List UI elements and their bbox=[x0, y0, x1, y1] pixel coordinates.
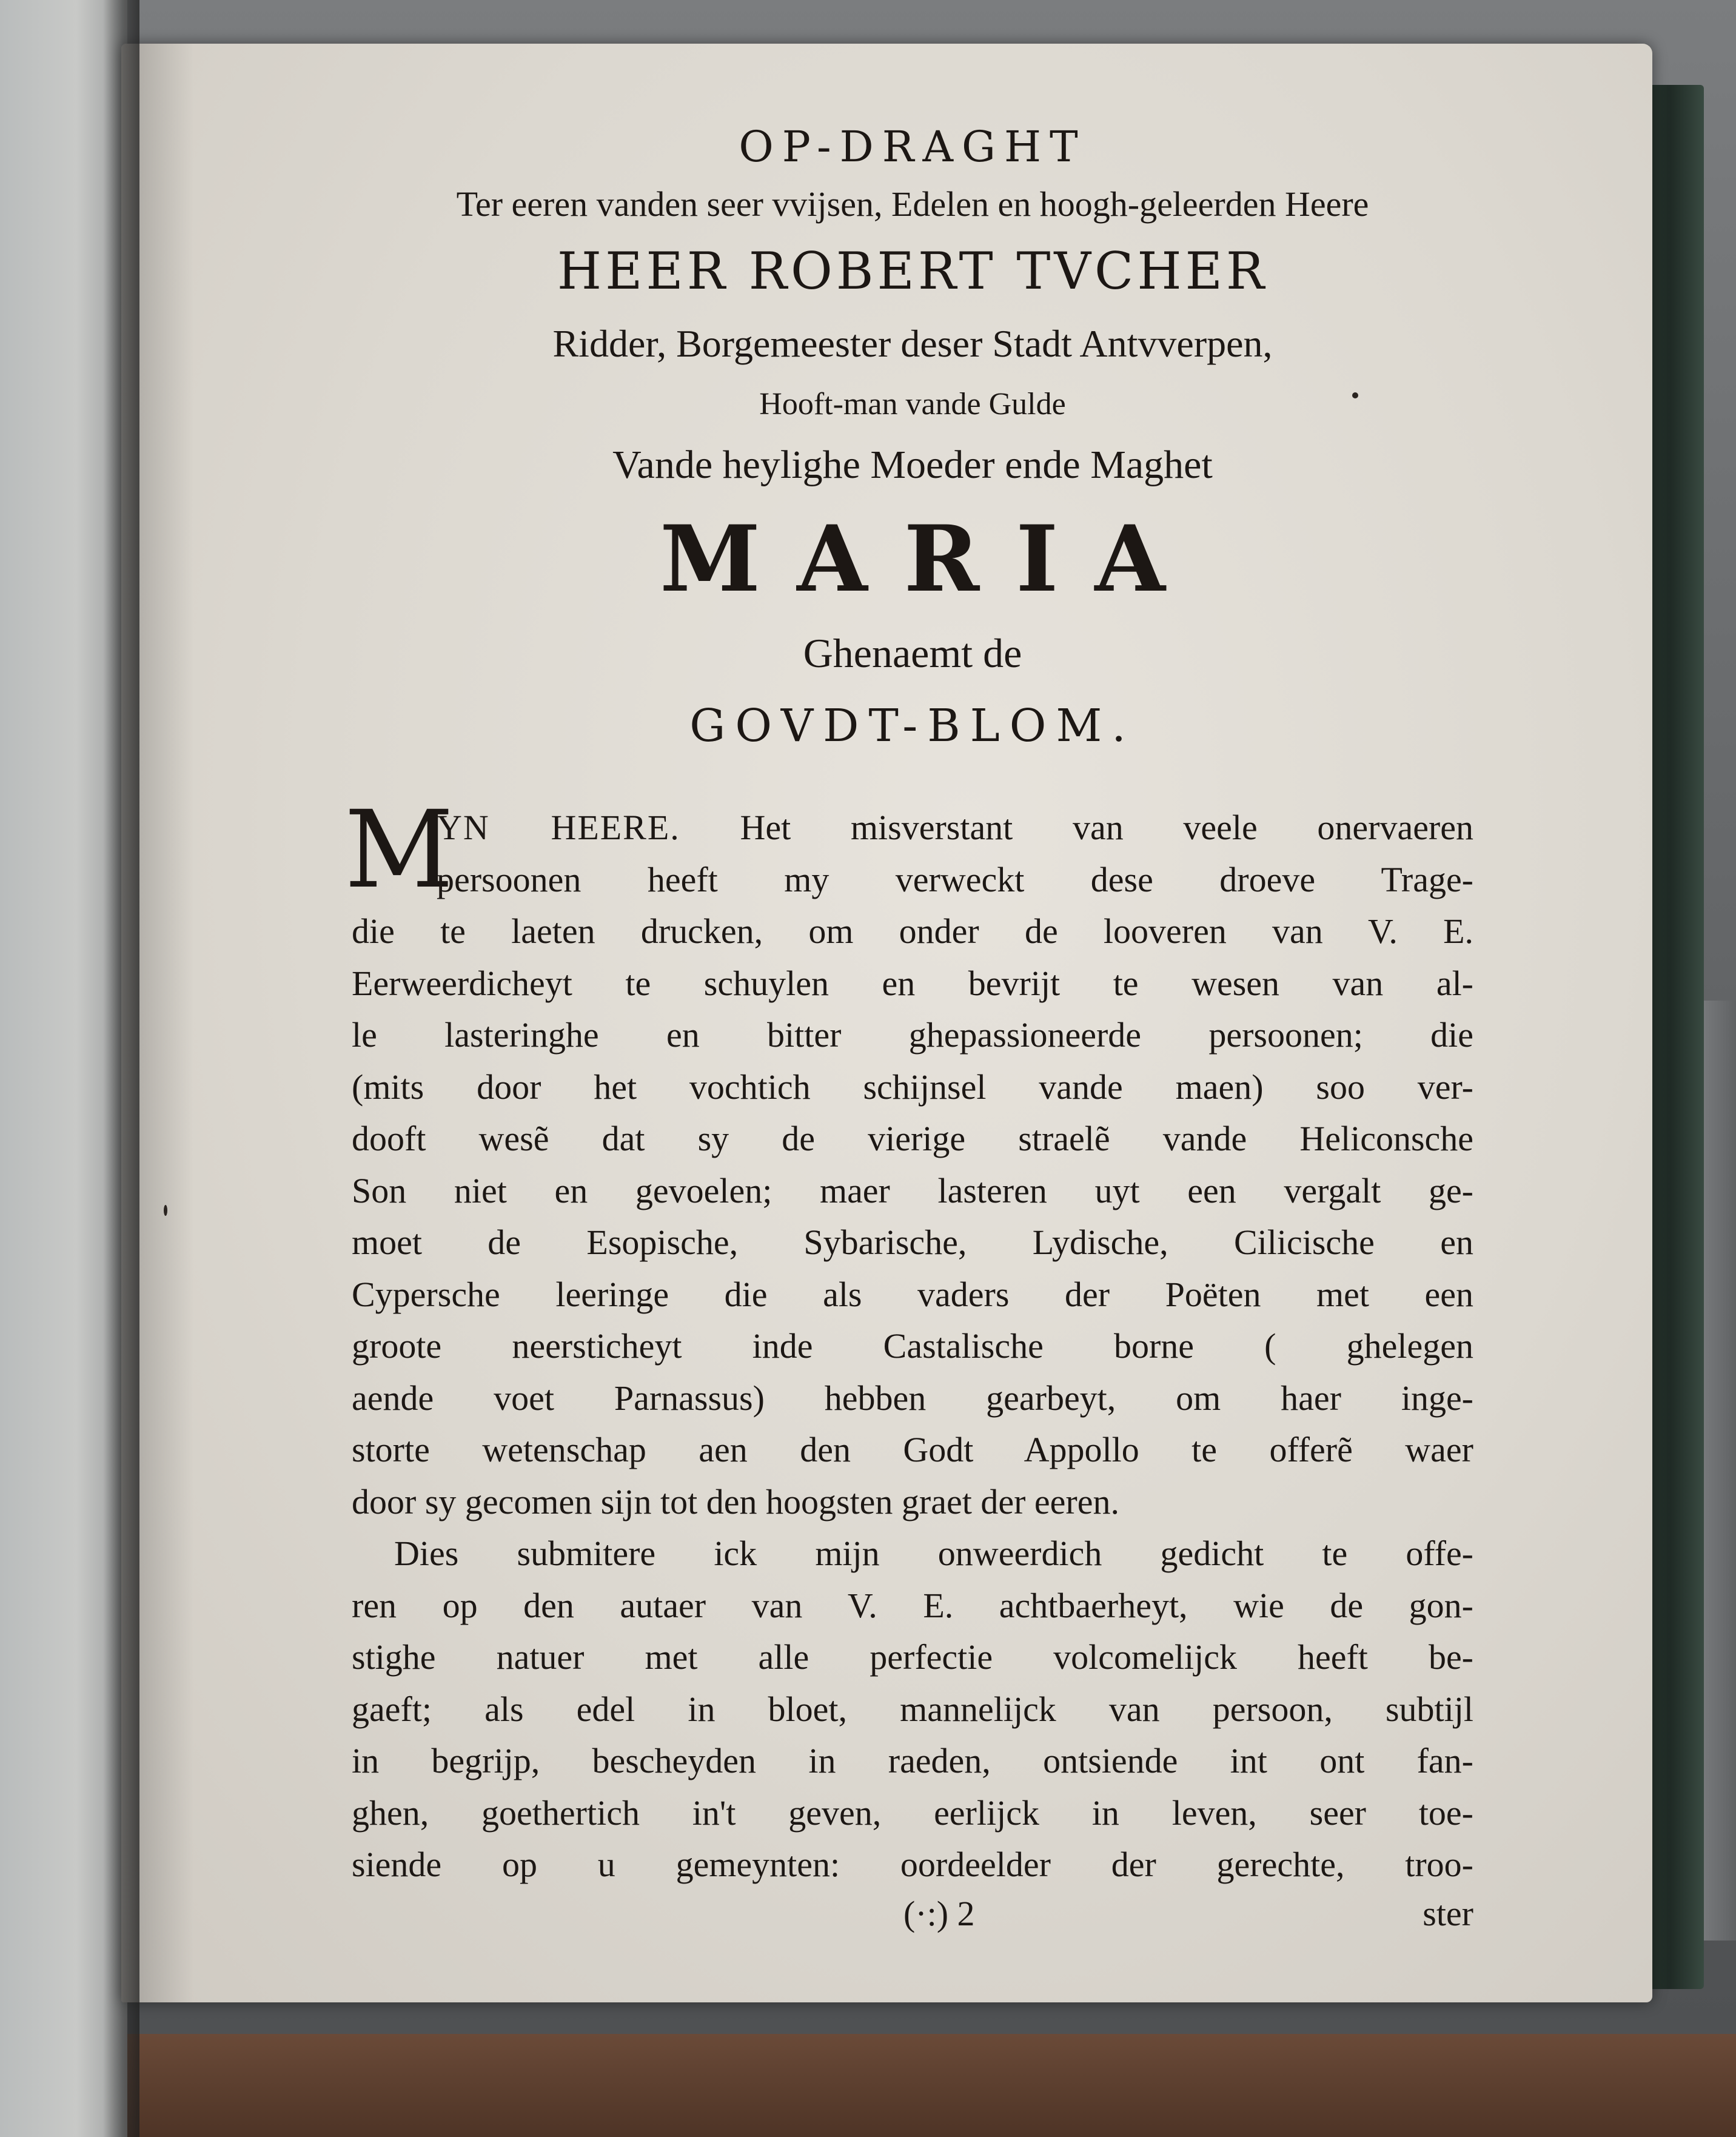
signature-mark: (·:) 2 bbox=[903, 1893, 975, 1933]
body-line-text: Het misverstant van veele onervaeren bbox=[740, 808, 1473, 847]
body-line: groote neersticheyt inde Castalische borne ( ghelegen bbox=[352, 1326, 1473, 1366]
body-line: ren op den autaer van V. E. achtbaerheyt, wie de gon- bbox=[352, 1585, 1473, 1625]
body-line: persoonen heeft my verweckt dese droeve Trage- bbox=[437, 859, 1473, 899]
body-line: stighe natuer met alle perfectie volcomelijck heeft be- bbox=[352, 1637, 1473, 1677]
body-line: ghen, goethertich in't geven, eerlijck in leven, seer toe- bbox=[352, 1793, 1473, 1833]
body-line: Cypersche leeringe die als vaders der Poëten met een bbox=[352, 1274, 1473, 1314]
dedicatee-office: Ridder, Borgemeester deser Stadt Antvverpen, bbox=[552, 322, 1273, 365]
salutation: YN HEERE. bbox=[437, 808, 680, 847]
named-line: Ghenaemt de bbox=[803, 630, 1022, 676]
body-line: Dies submitere ick mijn onweerdich gedicht te offe- bbox=[394, 1534, 1473, 1573]
body-line: dooft wesẽ dat sy de vierige straelẽ vande Heliconsche bbox=[352, 1119, 1473, 1158]
body-line: Son niet en gevoelen; maer lasteren uyt een vergalt ge- bbox=[352, 1170, 1473, 1210]
body-line: Eerweerdicheyt te schuylen en bevrijt te wesen van al- bbox=[352, 963, 1473, 1003]
dedicatee-name: HEER ROBERT TVCHER bbox=[557, 241, 1268, 301]
dedication-body bbox=[344, 788, 1473, 1891]
body-line: moet de Esopische, Sybarische, Lydische, Cilicische en bbox=[352, 1223, 1473, 1262]
dedication-title: OP-DRAGHT bbox=[739, 122, 1087, 172]
body-line: aende voet Parnassus) hebben gearbeyt, om haer inge- bbox=[352, 1378, 1473, 1418]
guild-name: Vande heylighe Moeder ende Maghet bbox=[612, 443, 1213, 487]
dedication-subtitle: Ter eeren vanden seer vvijsen, Edelen en hoogh-geleerden Heere bbox=[456, 184, 1369, 224]
book-gutter bbox=[103, 0, 139, 2137]
page-text bbox=[344, 116, 1473, 1948]
body-line: le lasteringhe en bitter ghepassioneerde persoonen; die bbox=[352, 1015, 1473, 1055]
dedicatee-role: Hooft-man vande Gulde bbox=[759, 387, 1066, 421]
body-line: storte wetenschap aen den Godt Appollo te offerẽ waer bbox=[352, 1430, 1473, 1469]
catchword: ster bbox=[1423, 1893, 1473, 1933]
body-line: in begrijp, bescheyden in raeden, ontsiende int ont fan- bbox=[352, 1741, 1473, 1780]
page-footer bbox=[352, 1893, 1473, 1948]
body-line: door sy gecomen sijn tot den hoogsten graet der eeren. bbox=[352, 1481, 1119, 1521]
ink-speck bbox=[164, 1205, 167, 1216]
body-line: gaeft; als edel in bloet, mannelijck van persoon, subtijl bbox=[352, 1689, 1473, 1729]
body-line bbox=[352, 802, 1473, 854]
drop-cap: M bbox=[344, 788, 454, 912]
body-line: die te laeten drucken, om onder de looveren van V. E. bbox=[352, 911, 1473, 951]
body-line: (mits door het vochtich schijnsel vande maen) soo ver- bbox=[352, 1067, 1473, 1107]
ink-speck bbox=[1352, 392, 1358, 398]
book-page bbox=[121, 44, 1652, 2002]
maria-heading: MARIA bbox=[660, 506, 1202, 612]
goudt-blom-heading: GOVDT-BLOM. bbox=[689, 700, 1136, 752]
body-line: siende op u gemeynten: oordeelder der gerechte, troo- bbox=[352, 1845, 1473, 1884]
table-surface bbox=[0, 2034, 1736, 2137]
